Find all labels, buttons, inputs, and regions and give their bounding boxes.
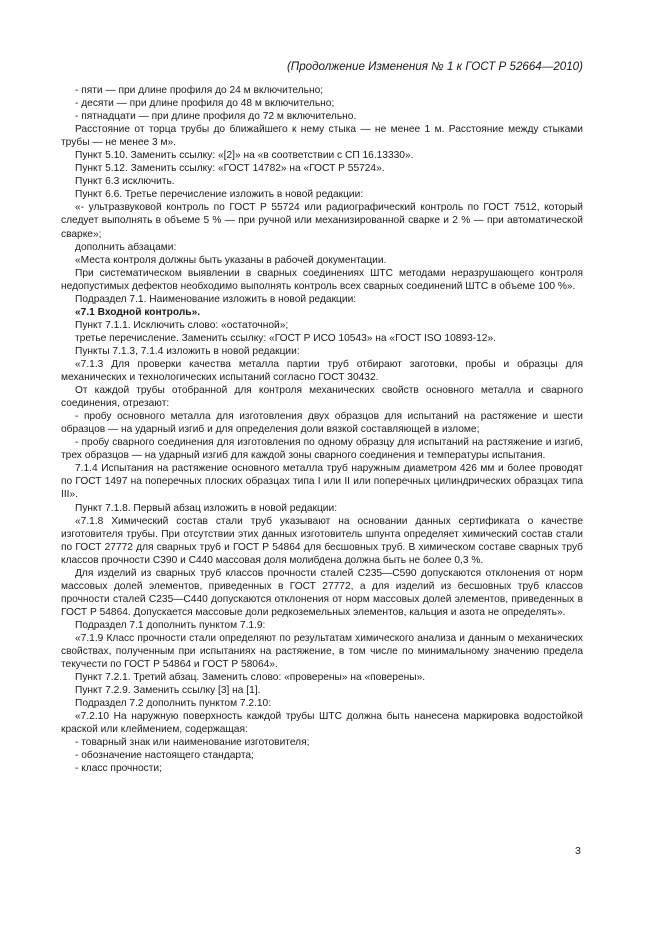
paragraph: «7.1.9 Класс прочности стали определяют по результатам химического анализа и данным о механических свойствах, полученным при испытаниях на растяжение, в том числе по минимальному значению предела текучести по ГОСТ Р 54864 и ГОСТ Р 58064». xyxy=(61,632,583,671)
paragraph: Пункт 7.2.9. Заменить ссылку [3] на [1]. xyxy=(75,685,261,697)
paragraph: Пункт 6.6. Третье перечисление изложить в новой редакции: xyxy=(75,189,364,201)
paragraph: дополнить абзацами: xyxy=(75,241,177,253)
body-text xyxy=(61,84,583,775)
paragraph: Пункт 5.12. Заменить ссылку: «ГОСТ 14782» на «ГОСТ Р 55724». xyxy=(75,163,385,175)
paragraph: «Места контроля должны быть указаны в рабочей документации. xyxy=(75,254,387,266)
paragraph: - пятнадцати — при длине профиля до 72 м включительно. xyxy=(75,111,357,123)
paragraph: Пункт 7.1.8. Первый абзац изложить в новой редакции: xyxy=(75,502,338,514)
paragraph: 7.1.4 Испытания на растяжение основного металла труб наружным диаметром 426 мм и более проводят по ГОСТ 1497 на поперечных плоских образцах типа I или II или поперечных цилиндрических образцах типа III». xyxy=(61,463,583,501)
paragraph: Для изделий из сварных труб классов прочности сталей С235—С590 допускаются отклонения от норм массовых долей элементов, приведенных в ГОСТ 27772, а для изделий из бесшовных труб классов прочности сталей С235—С440 допускаются отклонения от норм массовых долей элементов, приведенных в ГОСТ Р 54864. Допускается массовые доли редкоземельных элементов, кальция и азота не определять». xyxy=(61,567,583,618)
paragraph: При систематическом выявлении в сварных соединениях ШТС методами неразрушающего контроля недопустимых дефектов необходимо выполнять контроль всех сварных соединений ШТС в объеме 100 %». xyxy=(61,267,583,292)
paragraph: «- ультразвуковой контроль по ГОСТ Р 55724 или радиографический контроль по ГОСТ 7512, который следует выполнять в объеме 5 % — при ручной или механизированной сварке и 2 % — при автоматической сварке»; xyxy=(61,202,583,240)
paragraph: «7.1.8 Химический состав стали труб указывают на основании данных сертификата о качестве изготовителя трубы. При отсутствии этих данных изготовитель шпунта определяет химический состав стали по ГОСТ 27772 для сварных труб и ГОСТ Р 54864 для бесшовных труб. В химическом составе сварных труб классов прочности С390 и С440 массовая доля молибдена должна быть не более 0,3 %. xyxy=(61,515,583,566)
paragraph: Пункт 5.10. Заменить ссылку: «[2]» на «в соответствии с СП 16.13330». xyxy=(75,150,414,162)
paragraph: - десяти — при длине профиля до 48 м включительно; xyxy=(75,98,335,110)
paragraph: - товарный знак или наименование изготовителя; xyxy=(75,737,310,749)
paragraph: «7.2.10 На наружную поверхность каждой трубы ШТС должна быть нанесена маркировка водостойкой краской или клеймением, содержащая: xyxy=(61,711,583,736)
paragraph: - пяти — при длине профиля до 24 м включительно; xyxy=(75,85,324,96)
paragraph: Подраздел 7.1 дополнить пунктом 7.1.9: xyxy=(75,619,266,631)
paragraph: третье перечисление. Заменить ссылку: «ГОСТ Р ИСО 10543» на «ГОСТ ISO 10893-12». xyxy=(75,332,496,344)
paragraph: Пункты 7.1.3, 7.1.4 изложить в новой редакции: xyxy=(75,345,300,357)
section-title: «7.1 Входной контроль». xyxy=(75,306,201,318)
paragraph: Пункт 7.1.1. Исключить слово: «остаточной»; xyxy=(75,319,289,331)
paragraph: Пункт 6.3 исключить. xyxy=(75,176,175,188)
paragraph: Подраздел 7.2 дополнить пунктом 7.2.10: xyxy=(75,698,272,710)
paragraph: Расстояние от торца трубы до ближайшего к нему стыка — не менее 1 м. Расстояние между стыками трубы — не менее 3 м». xyxy=(61,124,583,149)
paragraph: - пробу основного металла для изготовления двух образцов для испытаний на растяжение и шести образцов — на ударный изгиб и для определения доли вязкой составляющей в изломе; xyxy=(61,411,583,436)
paragraph: «7.1.3 Для проверки качества металла партии труб отбирают заготовки, пробы и образцы для механических и технологических испытаний согласно ГОСТ 30432. xyxy=(61,358,583,384)
paragraph: - класс прочности; xyxy=(75,763,162,775)
paragraph: - пробу сварного соединения для изготовления по одному образцу для испытаний на растяжение и изгиб, трех образцов — на ударный изгиб для каждой зоны сварного соединения и температуры испытания. xyxy=(61,437,583,462)
paragraph: - обозначение настоящего стандарта; xyxy=(75,750,254,762)
running-header: (Продолжение Изменения № 1 к ГОСТ Р 52664—2010) xyxy=(286,60,583,73)
paragraph: От каждой трубы отобранной для контроля механических свойств основного металла и сварного соединения, отрезают: xyxy=(61,385,583,410)
paragraph: Пункт 7.2.1. Третий абзац. Заменить слово: «проверены» на «поверены». xyxy=(75,672,426,684)
page-number: 3 xyxy=(575,845,581,857)
paragraph: Подраздел 7.1. Наименование изложить в новой редакции: xyxy=(75,293,357,305)
